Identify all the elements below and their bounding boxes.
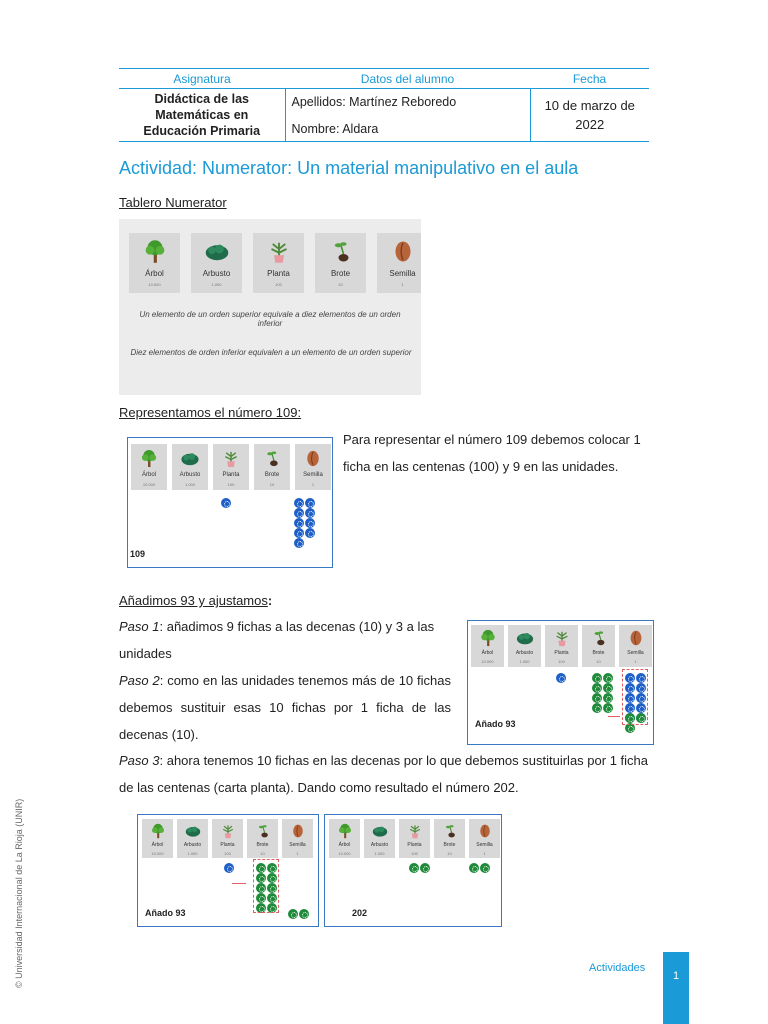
card-semilla (377, 233, 421, 293)
board-label-109: 109 (130, 549, 146, 559)
counter-chip (409, 863, 419, 873)
header-table (119, 68, 649, 142)
counter-chip (288, 909, 298, 919)
card-value: 1.000 (374, 851, 385, 856)
card-label: Arbusto (370, 842, 389, 848)
sprout-icon (328, 239, 353, 264)
potted-plant-icon (553, 629, 571, 647)
card-semilla (469, 819, 500, 858)
counter-chip (603, 673, 613, 683)
exchange-arrow (232, 883, 246, 884)
card-value: 1.000 (211, 282, 222, 287)
card-semilla (282, 819, 313, 858)
counter-chip (305, 528, 315, 538)
card-brote (434, 819, 465, 858)
grouping-box (253, 859, 279, 913)
card-value: 1 (296, 851, 299, 856)
exchange-arrow (608, 716, 620, 717)
card-rbol (142, 819, 173, 858)
card-brote (315, 233, 366, 293)
card-semilla (295, 444, 331, 490)
card-arbusto (191, 233, 242, 293)
subject-value: Didáctica de las Matemáticas en Educación Primaria (119, 89, 285, 142)
text-109: Para representar el número 109 debemos colocar 1 ficha en las centenas (100) y 9 en las unidades. (343, 432, 641, 474)
card-value: 100 (227, 482, 235, 487)
bush-icon (372, 823, 388, 839)
tree-icon (337, 823, 353, 839)
counter-chip (294, 518, 304, 528)
potted-plant-icon (220, 823, 236, 839)
paso2-text (119, 667, 451, 748)
board-note-2: Diez elementos de orden inferior equivalen a un elemento de un orden superior (130, 348, 412, 357)
card-planta (399, 819, 430, 858)
seed-icon (390, 239, 415, 264)
card-value: 100 (275, 282, 282, 287)
card-value: 10 (269, 482, 275, 487)
seed-icon (304, 449, 323, 468)
board-label-202: 202 (352, 908, 368, 918)
card-rbol (129, 233, 180, 293)
bush-icon (185, 823, 201, 839)
counter-chip (480, 863, 490, 873)
footer-section: Actividades (589, 962, 646, 974)
grouping-box (622, 669, 648, 725)
numerator-board-add93-step3 (137, 814, 319, 927)
card-arbusto (172, 444, 208, 490)
card-value: 1.000 (187, 851, 198, 856)
tree-icon (479, 629, 497, 647)
card-value: 100 (411, 851, 418, 856)
card-rbol (471, 625, 504, 667)
card-value: 1 (634, 659, 637, 664)
counter-chip (592, 683, 602, 693)
paso3-text (119, 747, 649, 801)
counter-chip (469, 863, 479, 873)
card-label: Semilla (389, 269, 416, 278)
card-value: 10.000 (481, 659, 494, 664)
card-label: Planta (222, 472, 240, 478)
card-rbol (131, 444, 167, 490)
counter-chip (556, 673, 566, 683)
numerator-board-202 (324, 814, 502, 927)
paso2-label: Paso 2 (119, 673, 160, 688)
potted-plant-icon (222, 449, 241, 468)
section-93-label: Añadimos 93 y ajustamos (119, 593, 268, 608)
date-value: 10 de marzo de 2022 (530, 89, 649, 142)
board-label-add93-step3: Añado 93 (145, 908, 186, 918)
counter-chip (224, 863, 234, 873)
card-value: 1 (483, 851, 486, 856)
counter-chip (592, 693, 602, 703)
card-value: 1 (401, 282, 404, 287)
counter-chip (299, 909, 309, 919)
header-subject-label: Asignatura (119, 69, 285, 89)
card-label: Árbol (481, 650, 494, 656)
card-label: Brote (264, 472, 280, 478)
paso3-body: : ahora tenemos 10 fichas en las decenas por lo que debemos sustituirlas por 1 ficha de las centenas (carta planta). Dando como resultado el número 202. (119, 753, 648, 795)
card-arbusto (177, 819, 208, 858)
card-planta (213, 444, 249, 490)
board-label-add93-step2: Añado 93 (475, 719, 516, 729)
seed-icon (477, 823, 493, 839)
counter-chip (294, 528, 304, 538)
counter-chip (305, 518, 315, 528)
card-label: Planta (220, 842, 235, 848)
card-arbusto (508, 625, 541, 667)
counter-chip (420, 863, 430, 873)
card-value: 100 (558, 659, 565, 664)
bush-icon (181, 449, 200, 468)
numerator-board-109 (127, 437, 333, 568)
potted-plant-icon (407, 823, 423, 839)
card-label: Árbol (141, 472, 156, 478)
card-value: 10 (447, 851, 452, 856)
counter-chip (294, 538, 304, 548)
card-brote (582, 625, 615, 667)
copyright-side: © Universidad Internacional de La Rioja (UNIR) (14, 798, 24, 988)
card-label: Arbusto (515, 650, 534, 656)
card-label: Brote (443, 842, 456, 848)
page-number: 1 (663, 952, 689, 1024)
numerator-board-reference (119, 219, 421, 395)
card-value: 1.000 (184, 482, 195, 487)
card-planta (545, 625, 578, 667)
section-board-heading: Tablero Numerator (119, 195, 227, 210)
card-brote (247, 819, 278, 858)
numerator-board-add93-step2 (467, 620, 654, 745)
seed-icon (627, 629, 645, 647)
counter-chip (305, 498, 315, 508)
card-label: Árbol (151, 842, 164, 848)
card-rbol (329, 819, 360, 858)
card-value: 10.000 (142, 482, 156, 487)
counter-chip (603, 693, 613, 703)
counter-chip (592, 673, 602, 683)
card-semilla (619, 625, 652, 667)
header-date-label: Fecha (530, 69, 649, 89)
paso2-body: : como en las unidades tenemos más de 10 fichas debemos sustituir esas 10 fichas por 1 ficha de las decenas (10). (119, 673, 451, 742)
card-label: Brote (256, 842, 269, 848)
card-arbusto (364, 819, 395, 858)
paso1-text (119, 613, 451, 667)
page-title: Actividad: Numerator: Un material manipulativo en el aula (119, 158, 579, 178)
card-label: Planta (554, 650, 569, 656)
card-label: Planta (407, 842, 422, 848)
card-value: 10.000 (338, 851, 351, 856)
card-label: Planta (267, 269, 290, 278)
tree-icon (142, 239, 167, 264)
card-label: Semilla (627, 650, 644, 656)
paso1-label: Paso 1 (119, 619, 160, 634)
sprout-icon (263, 449, 282, 468)
card-label: Semilla (289, 842, 306, 848)
card-label: Brote (592, 650, 605, 656)
name-value: Nombre: Aldara (292, 115, 524, 141)
counter-chip (603, 683, 613, 693)
card-value: 1.000 (519, 659, 530, 664)
tree-icon (150, 823, 166, 839)
bush-icon (204, 239, 229, 264)
card-label: Semilla (476, 842, 493, 848)
card-label: Arbusto (183, 842, 202, 848)
card-planta (212, 819, 243, 858)
counter-chip (221, 498, 231, 508)
card-value: 10 (338, 282, 343, 287)
counter-chip (305, 508, 315, 518)
bush-icon (516, 629, 534, 647)
card-label: Árbol (145, 269, 164, 278)
surname-value: Apellidos: Martínez Reboredo (291, 95, 457, 109)
sprout-icon (590, 629, 608, 647)
header-student-label: Datos del alumno (285, 69, 530, 89)
card-label: Árbol (338, 842, 351, 848)
tree-icon (140, 449, 159, 468)
counter-chip (603, 703, 613, 713)
card-label: Arbusto (202, 269, 231, 278)
section-93-heading (119, 593, 272, 608)
paso1-body: : añadimos 9 fichas a las decenas (10) y 3 a las unidades (119, 619, 435, 661)
counter-chip (592, 703, 602, 713)
card-planta (253, 233, 304, 293)
card-value: 10.000 (151, 851, 164, 856)
counter-chip (294, 498, 304, 508)
paso3-label: Paso 3 (119, 753, 160, 768)
section-109-heading: Representamos el número 109: (119, 405, 302, 420)
potted-plant-icon (266, 239, 291, 264)
card-value: 10 (596, 659, 601, 664)
sprout-icon (442, 823, 458, 839)
board-note-1: Un elemento de un orden superior equivale a diez elementos de un orden inferior (139, 310, 401, 328)
card-label: Brote (330, 269, 351, 278)
card-brote (254, 444, 290, 490)
sprout-icon (255, 823, 271, 839)
card-value: 1 (311, 482, 315, 487)
card-label: Arbusto (179, 472, 201, 478)
card-value: 10 (260, 851, 265, 856)
seed-icon (290, 823, 306, 839)
card-value: 10.000 (148, 282, 161, 287)
section-93-colon: : (267, 593, 273, 608)
card-value: 100 (224, 851, 231, 856)
counter-chip (294, 508, 304, 518)
card-label: Semilla (303, 472, 323, 478)
